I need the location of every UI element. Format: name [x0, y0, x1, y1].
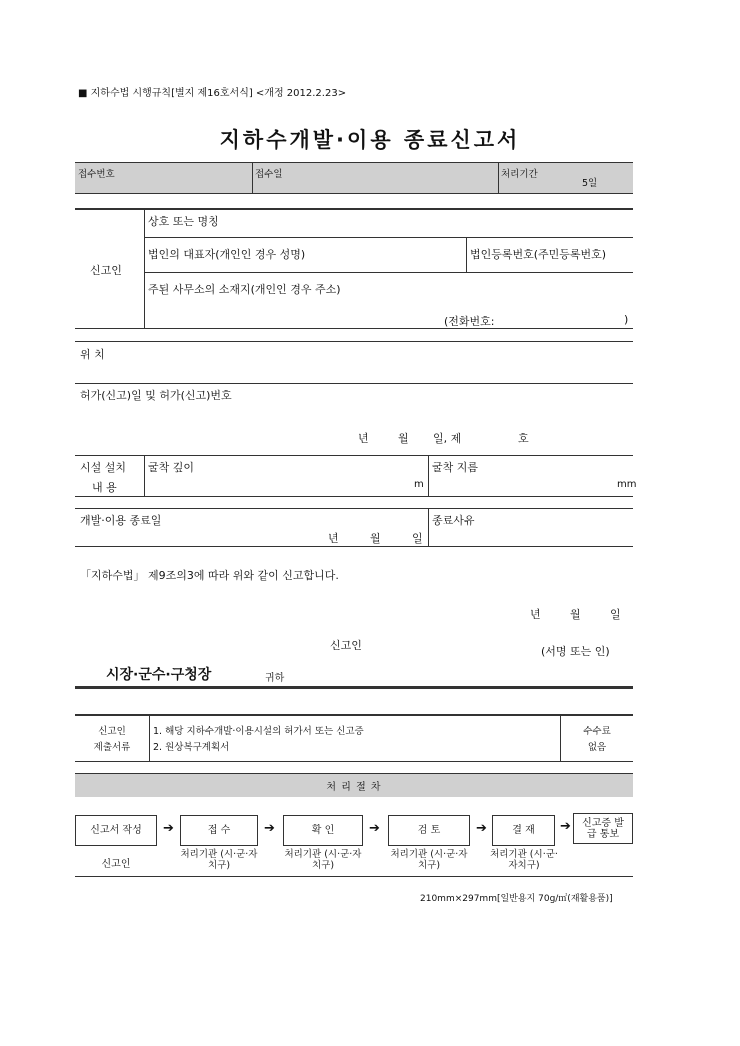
documents-label-1: 신고인 [98, 726, 126, 737]
addressee: 시장·군수·구청장 [106, 667, 212, 683]
drilling-depth-label: 굴착 깊이 [148, 461, 195, 474]
arrow-right-icon: ➔ [264, 821, 275, 836]
drilling-diameter-unit: mm [617, 479, 637, 490]
arrow-right-icon: ➔ [369, 821, 380, 836]
paper-spec-footer: 210mm×297mm[일반용지 70g/㎡(재활용품)] [420, 894, 613, 904]
location-label: 위 치 [80, 348, 105, 361]
form-reference-note: ■ 지하수법 시행규칙[별지 제16호서식] <개정 2012.2.23> [78, 88, 347, 99]
document-item-2: 2. 원상복구계획서 [153, 742, 230, 753]
receipt-number-label: 접수번호 [78, 169, 115, 180]
representative-label: 법인의 대표자(개인인 경우 성명) [148, 248, 306, 261]
arrow-right-icon: ➔ [163, 821, 174, 836]
sign-month: 월 [570, 608, 581, 621]
step-write-form: 신고서 작성 [75, 815, 157, 846]
end-reason-label: 종료사유 [432, 514, 475, 527]
procedure-title: 처 리 절 차 [326, 782, 382, 793]
sign-year: 년 [530, 608, 541, 621]
sign-reporter-label: 신고인 [330, 639, 362, 652]
actor-agency: 처리기관 (시·군·자치구) [180, 849, 258, 871]
phone-label: (전화번호: [444, 315, 495, 328]
end-year: 년 [328, 532, 339, 545]
processing-period-value: 5일 [582, 178, 598, 189]
receipt-band [75, 162, 633, 193]
processing-period-label: 처리기간 [501, 169, 538, 180]
step-confirm: 확 인 [283, 815, 363, 846]
office-address-label: 주된 사무소의 소재지(개인인 경우 주소) [148, 283, 341, 296]
step-receive: 접 수 [180, 815, 258, 846]
registration-number-label: 법인등록번호(주민등록번호) [470, 248, 607, 261]
actor-agency: 처리기관 (시·군·자치구) [490, 849, 558, 871]
actor-reporter: 신고인 [101, 859, 131, 870]
document-item-1: 1. 해당 지하수개발·이용시설의 허가서 또는 신고증 [153, 726, 364, 737]
fee-value: 없음 [587, 742, 607, 753]
fee-label: 수수료 [583, 726, 611, 737]
phone-close: ) [624, 313, 629, 326]
business-name-label: 상호 또는 명칭 [148, 215, 219, 228]
reporter-section-label: 신고인 [90, 264, 122, 277]
documents-label-2: 제출서류 [93, 742, 131, 753]
arrow-right-icon: ➔ [560, 819, 571, 834]
sign-day: 일 [610, 608, 621, 621]
declaration-text: 「지하수법」 제9조의3에 따라 위와 같이 신고합니다. [80, 569, 339, 582]
addressee-suffix: 귀하 [265, 673, 285, 684]
actor-agency: 처리기관 (시·군·자치구) [284, 849, 362, 871]
arrow-right-icon: ➔ [476, 821, 487, 836]
facility-label-2: 내 용 [92, 481, 117, 494]
drilling-diameter-label: 굴착 지름 [432, 461, 479, 474]
end-day: 일 [412, 532, 423, 545]
drilling-depth-unit: m [414, 479, 424, 490]
step-review: 검 토 [388, 815, 470, 846]
actor-agency: 처리기관 (시·군·자치구) [390, 849, 468, 871]
permit-year: 년 [358, 432, 369, 445]
facility-label-1: 시설 설치 [80, 461, 127, 474]
page-title: 지하수개발·이용 종료신고서 [219, 128, 521, 152]
end-date-label: 개발·이용 종료일 [80, 514, 162, 527]
permit-month: 월 [398, 432, 409, 445]
step-approve: 결 재 [492, 815, 555, 846]
permit-ho: 호 [518, 432, 529, 445]
permit-day-number: 일, 제 [433, 432, 462, 445]
step-issue-certificate: 신고증 발급 통보 [573, 813, 633, 844]
signature-or-seal: (서명 또는 인) [541, 645, 610, 658]
receipt-date-label: 접수일 [255, 169, 283, 180]
end-month: 월 [370, 532, 381, 545]
permit-label: 허가(신고)일 및 허가(신고)번호 [80, 389, 232, 402]
